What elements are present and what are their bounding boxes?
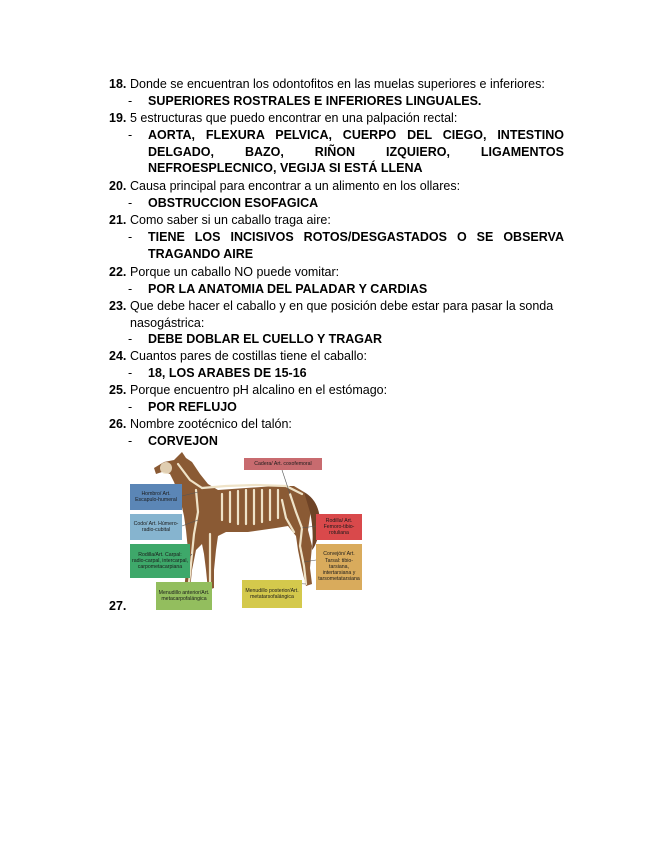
question-number: 18. (109, 77, 127, 91)
question-21 (109, 212, 564, 229)
label-rodilla-posterior-text: Rodilla/ Art. Femoro-tibio-rotuliana (323, 517, 355, 537)
horse-joints-figure (126, 450, 366, 612)
label-rodilla-posterior (316, 514, 362, 540)
answer-text: OBSTRUCCION ESOFAGICA (148, 196, 319, 210)
answer-text: POR LA ANATOMIA DEL PALADAR Y CARDIAS (148, 282, 428, 296)
question-text: Porque encuentro pH alcalino en el estómago: (130, 383, 388, 397)
question-18 (109, 76, 564, 93)
answer-24 (128, 365, 564, 382)
label-rodilla-anterior-text: Rodilla/Art. Carpal: radio-carpal, intercarpal, carpometacarpiana (132, 551, 188, 571)
label-codo (130, 514, 182, 540)
question-number: 24. (109, 349, 127, 363)
bullet-dash: - (128, 196, 133, 210)
label-rodilla-anterior (130, 544, 190, 578)
question-24 (109, 348, 564, 365)
question-text: Cuantos pares de costillas tiene el caballo: (130, 349, 367, 363)
label-corvejon (316, 544, 362, 590)
answer-19 (128, 127, 564, 177)
bullet-dash: - (128, 230, 133, 244)
question-text: Que debe hacer el caballo y en que posición debe estar para pasar la sonda nasogástrica: (130, 299, 554, 330)
label-hombro-text: Hombro/ Art. Escapulo-humeral (135, 490, 177, 503)
question-27-number: 27. (109, 599, 127, 613)
answer-text: DEBE DOBLAR EL CUELLO Y TRAGAR (148, 332, 383, 346)
bullet-dash: - (128, 434, 133, 448)
answer-text: 18, LOS ARABES DE 15-16 (148, 366, 307, 380)
question-number: 20. (109, 179, 127, 193)
answer-text: TIENE LOS INCISIVOS ROTOS/DESGASTADOS O SE OBSERVA TRAGANDO AIRE (148, 230, 564, 261)
label-menudillo-anterior-text: Menudillo anterior/Art. metacarpofalángica (158, 589, 210, 602)
label-corvejon-text: Corvejón/ Art. Tarsal: tibio-tarsiana, intertarsiana y tarsometatarsiana (318, 551, 360, 583)
question-number: 22. (109, 265, 127, 279)
question-22 (109, 264, 564, 281)
question-number: 19. (109, 111, 127, 125)
answer-21 (128, 229, 564, 262)
answer-22 (128, 281, 564, 298)
bullet-dash: - (128, 128, 133, 142)
answer-26 (128, 433, 564, 450)
question-number: 26. (109, 417, 127, 431)
answer-20 (128, 195, 564, 212)
question-text: 5 estructuras que puedo encontrar en una palpación rectal: (130, 111, 458, 125)
answer-text: POR REFLUJO (148, 400, 237, 414)
label-cadera (244, 458, 322, 470)
label-cadera-text: Cadera/ Art. coxofemoral (254, 460, 312, 467)
bullet-dash: - (128, 282, 133, 296)
question-number: 25. (109, 383, 127, 397)
label-menudillo-posterior-text: Menudillo posterior/Art. metatarsofalángica (245, 587, 299, 600)
answer-18 (128, 93, 564, 110)
answer-text: CORVEJON (148, 434, 218, 448)
question-text: Porque un caballo NO puede vomitar: (130, 265, 340, 279)
label-menudillo-anterior (156, 582, 212, 610)
label-menudillo-posterior (242, 580, 302, 608)
bullet-dash: - (128, 400, 133, 414)
question-23 (109, 298, 564, 331)
bullet-dash: - (128, 94, 133, 108)
question-19 (109, 110, 564, 127)
label-hombro (130, 484, 182, 510)
question-text: Causa principal para encontrar a un alimento en los ollares: (130, 179, 461, 193)
question-number: 21. (109, 213, 127, 227)
question-25 (109, 382, 564, 399)
bullet-dash: - (128, 366, 133, 380)
question-26 (109, 416, 564, 433)
question-number: 23. (109, 299, 127, 313)
answer-23 (128, 331, 564, 348)
bullet-dash: - (128, 332, 133, 346)
question-20 (109, 178, 564, 195)
answer-25 (128, 399, 564, 416)
answer-text: SUPERIORES ROSTRALES E INFERIORES LINGUALES. (148, 94, 482, 108)
answer-text: AORTA, FLEXURA PELVICA, CUERPO DEL CIEGO, INTESTINO DELGADO, BAZO, RIÑON IZQUIERO, LIGAMENTOS NEFROESPLECNICO, VEGIJA SI ESTÁ LLENA (148, 128, 564, 175)
label-codo-text: Codo/ Art. Húmero-radio-cubital (133, 520, 179, 533)
question-text: Donde se encuentran los odontofitos en las muelas superiores e inferiores: (130, 77, 545, 91)
question-text: Nombre zootécnico del talón: (130, 417, 292, 431)
question-text: Como saber si un caballo traga aire: (130, 213, 331, 227)
